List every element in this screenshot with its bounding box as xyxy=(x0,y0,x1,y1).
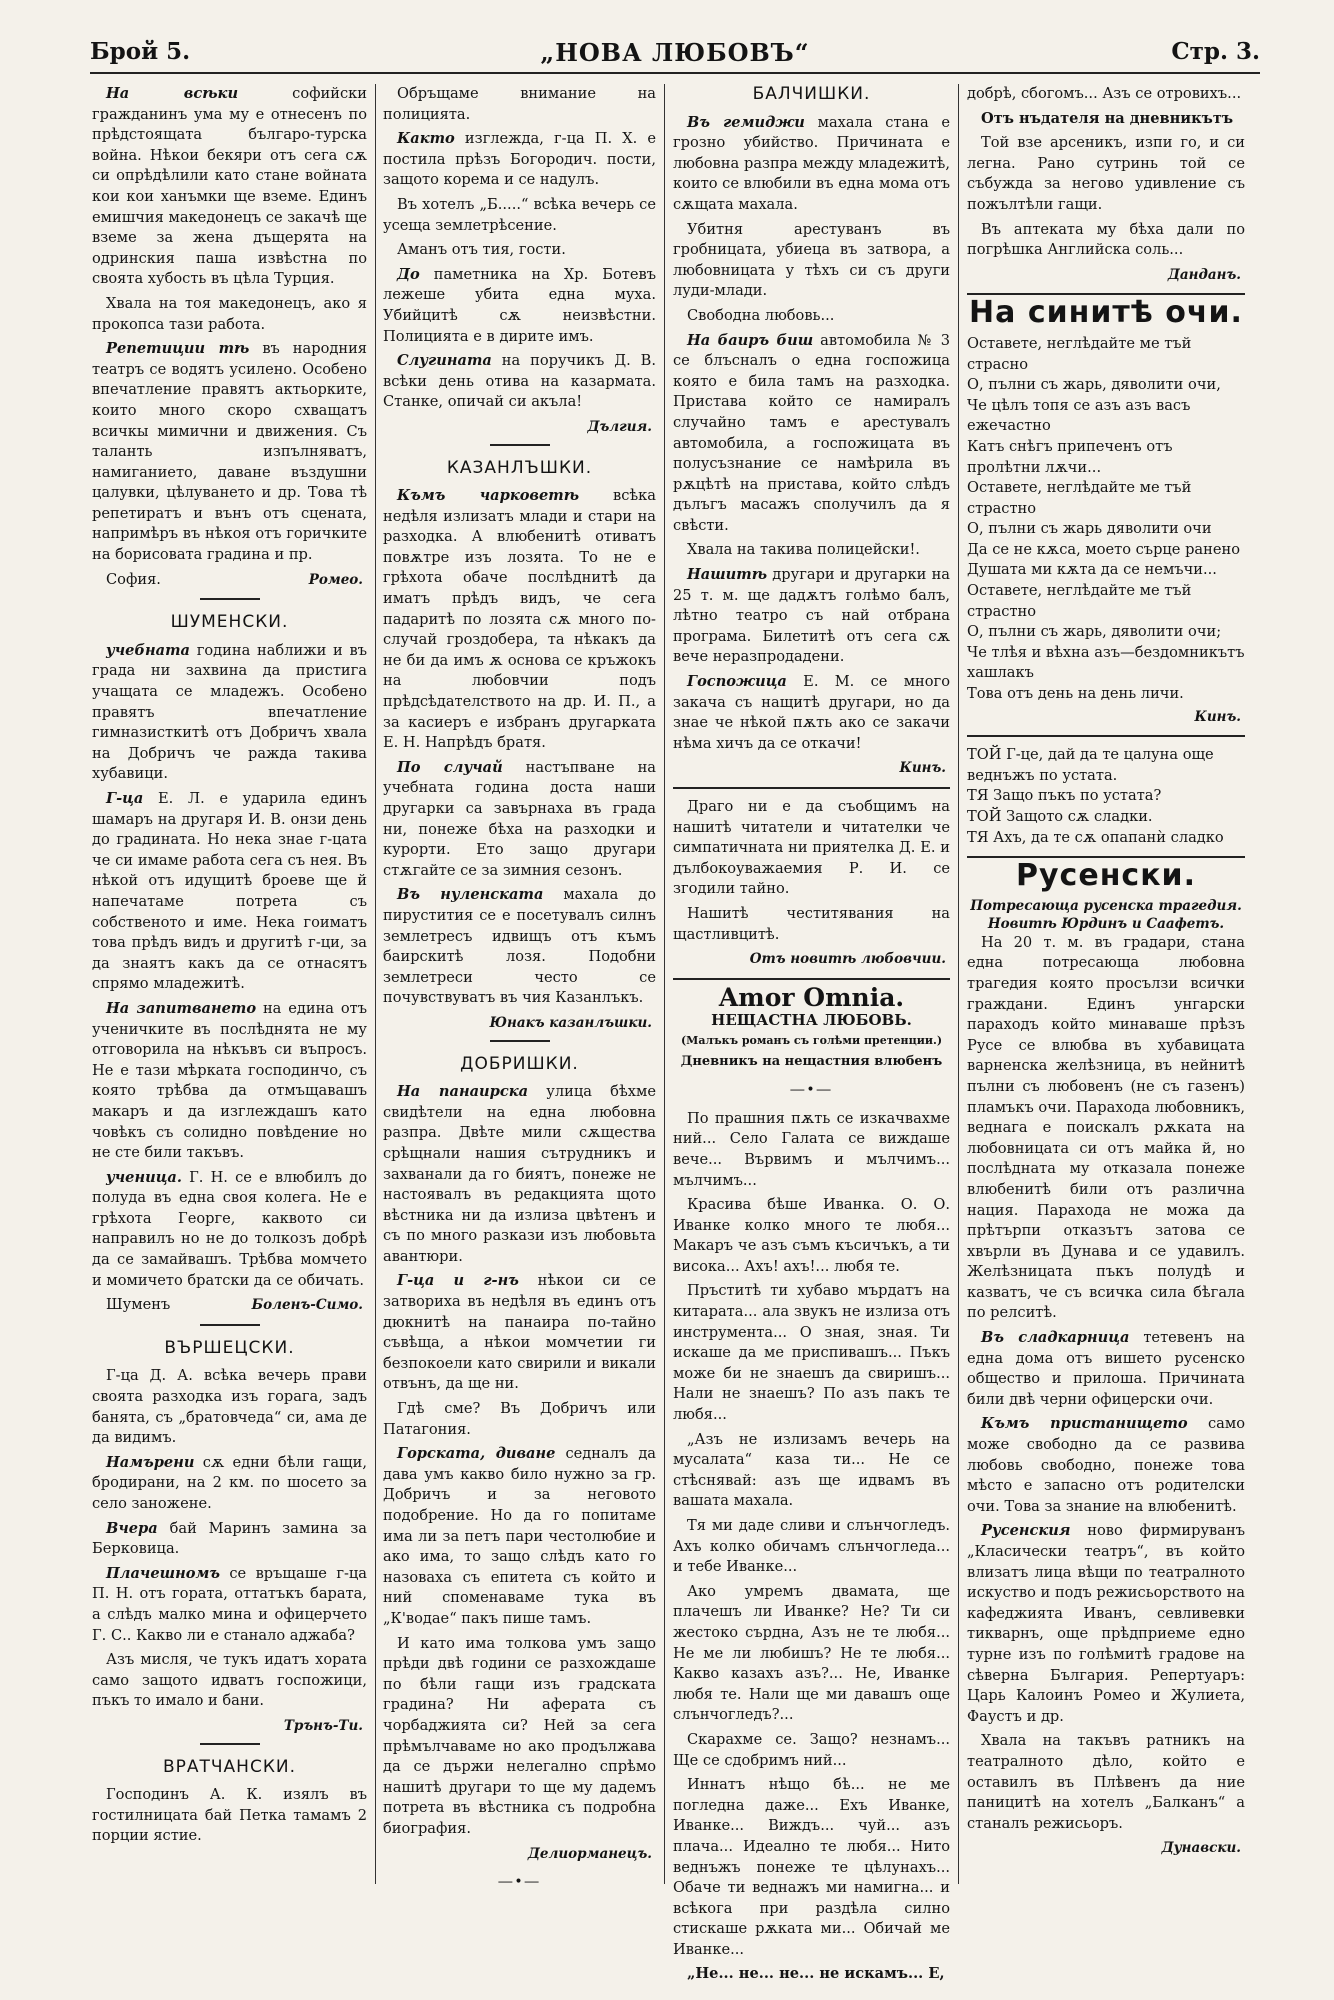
divider xyxy=(673,787,950,789)
story-paragraph: Въ аптеката му бѣха дали по погрѣшка Английска соль... xyxy=(967,220,1245,259)
story-paragraph: Красива бѣше Иванка. О. О. Иванке колко много те любя... Макаръ че азъ съмъ късичъкъ, а ти висока... Ахъ! ахъ!... любя те. xyxy=(673,1196,950,1275)
story-paragraph: Отъ нъдателя на дневникътъ xyxy=(981,109,1234,127)
article-paragraph: Убитня арестуванъ въ гробницата, убиеца въ затвора, а любовницата у тѣхъ си съ други луди-млади. xyxy=(673,220,950,300)
article-paragraph: учебната година наближи и въ града ни захвина да пристига учащата се младежъ. Особено правятъ впечатление гимназисткитѣ отъ Добричъ хвала на Добричъ че ражда такива хубавици. xyxy=(92,641,367,783)
article-paragraph: Господинъ А. К. изялъ въ гостилницата бай Петка тамамъ 2 порции ястие. xyxy=(92,1786,367,1845)
article-paragraph: Драго ни е да съобщимъ на нашитѣ читатели и читателки че симпатичната ни приятелка Д. Е. и дълбокоуважаемия Р. И. се згодили тайно. xyxy=(673,798,950,898)
signature: Отъ новитѣ любовчии. xyxy=(749,951,946,968)
signature: Делиорманецъ. xyxy=(527,1845,652,1862)
divider xyxy=(673,978,950,980)
article-paragraph: На запитването на едина отъ ученичките въ послѣднята не му отговорила на нѣкъвъ си въпросъ. Не е тази мѣрката господинчо, съ която трѣбва да отмъщавашъ макаръ и да изглеждашъ като човѣкъ съ солидно повѣдение но не сте били такъвъ. xyxy=(92,999,367,1162)
article-paragraph: ученица. Г. Н. се е влюбилъ до полуда въ една своя колега. Не е грѣхота Георге, каквото си направилъ но не до толкозъ добрѣ да се замайвашъ. Трѣбва момчето и момичето братски да се обичать. xyxy=(92,1168,367,1289)
article-paragraph: Въ гемиджи махала стана е грозно убийство. Причината е любовна разпра между младежитѣ, които се влюбили въ една мома отъ сѫщата махала. xyxy=(673,113,950,213)
column-2 xyxy=(383,84,656,1984)
article-paragraph: Обръщаме внимание на полицията. xyxy=(383,85,656,123)
dialogue-line: ТОЙ Г-це, дай да те цалуна още веднъжъ по устата. xyxy=(967,746,1214,784)
article-paragraph: Горската, диване седналъ да дава умъ какво било нужно за гр. Добричъ и за неговото подобрение. Но да го попитаме има ли за петъ пари честолюбие и ако има, то защо слѣдъ като го назоваха съ епитета съ който и ний споменаваме тука въ „К'водае“ пакъ пише тамъ. xyxy=(383,1445,656,1627)
signature: Кинъ. xyxy=(1194,708,1241,725)
divider xyxy=(200,1743,260,1745)
article-paragraph: Азъ мисля, че тукъ идатъ хората само защото идватъ госпожици, пъкъ то имало и бани. xyxy=(92,1651,367,1710)
page-number: Стр. 3. xyxy=(1171,38,1260,65)
column-4 xyxy=(967,84,1245,1984)
story-caption: Дневникъ на нещастния влюбенъ xyxy=(680,1053,943,1069)
section-subtitle: Новитѣ Юрдинъ и Саафетъ. xyxy=(987,915,1225,932)
story-title: Amor Omnia. xyxy=(718,982,905,1012)
poem-line: О, пълни съ жарь, дяволити очи; xyxy=(967,623,1222,641)
poem-line: О, пълни съ жарь, дяволити очи, xyxy=(967,376,1221,394)
divider xyxy=(200,1324,260,1326)
article-paragraph: Вчера бай Маринъ замина за Берковица. xyxy=(92,1519,367,1558)
article-paragraph: Както изглежда, г-ца П. Х. е постила прѣзъ Богородич. пости, защото корема и се надулъ. xyxy=(383,130,656,189)
divider xyxy=(967,735,1245,737)
masthead xyxy=(90,38,1260,78)
poem-title: На синитѣ очи. xyxy=(969,295,1243,331)
signature-row: София. Ромео. xyxy=(106,570,363,588)
article-paragraph: Намърени сѫ едни бѣли гащи, бродирани, на 2 км. по шосето за село заножене. xyxy=(92,1453,367,1512)
article-paragraph: На баиръ биш автомобила № 3 се блъсналъ о една госпожица която е била тамъ на разходка. Пристава който се намиралъ случайно тамъ е арестувалъ автомобила, а госпожицата въ полусъзнание се намѣрила въ рѫцѣтѣ на пристава, който слѣдъ дълъгъ масажъ сполучилъ да я свѣсти. xyxy=(673,331,950,534)
poem-line: Катъ снѣгъ припеченъ отъ пролѣтни лѫчи... xyxy=(967,437,1173,476)
article-paragraph: Слугината на поручикъ Д. В. всѣки день отива на казармата. Станке, опичай си акъла! xyxy=(383,352,656,411)
poem-line: Да се не кѫса, моето сърце ранено xyxy=(967,540,1241,558)
signature-row: Шуменъ Боленъ-Симо. xyxy=(106,1296,363,1314)
story-paragraph: Иннатъ нѣщо бѣ... не ме погледна даже... Ехъ Иванке, Иванке... Виждъ... чуй... азъ плача... Идеално те любя... Нито веднъжъ понеже те цѣлунахъ... Обаче ти веднажъ ми намигна... и всѣкога при раздѣла силно стискаше рѫката ми... Обичай ме Иванке... xyxy=(673,1776,950,1958)
dialogue-line: ТЯ Ахъ, да те сѫ опапанѝ сладко xyxy=(967,828,1224,846)
section-heading: Русенски. xyxy=(1016,858,1196,894)
story-note: (Малъкъ романъ съ голѣми претенции.) xyxy=(680,1033,943,1047)
signature: Трънъ-Ти. xyxy=(283,1717,363,1734)
article-paragraph: Хвала на тоя македонецъ, ако я прокопса тази работа. xyxy=(92,294,367,333)
article-paragraph: Въ хотелъ „Б.....“ всѣка вечерь се усеща землетрѣсение. xyxy=(383,195,656,234)
poem-line: Че цѣлъ топя се азъ азъ васъ ежечастно xyxy=(967,396,1191,435)
poem-line: Че тлѣя и вѣхна азъ—бездомникътъ хашлакъ xyxy=(967,643,1245,682)
ornament: ―•― xyxy=(790,1082,833,1099)
poem-line: Оставете, неглѣдайте ме тъй страстно xyxy=(967,582,1192,620)
column-divider xyxy=(375,84,376,1884)
story-paragraph: добрѣ, сбогомъ... Азъ се отровихъ... xyxy=(967,85,1242,102)
article-paragraph: Хвала на такъвъ ратникъ на театралното дѣло, който е оставилъ въ Плѣвенъ да ние паницитѣ на хотелъ „Балканъ“ а станалъ режисьоръ. xyxy=(967,1732,1245,1832)
article-paragraph: На всѣки софийски гражданинъ ума му е отнесенъ по прѣдстоящата българо-турска война. Нѣкои бекяри отъ сега сѫ си опрѣдѣлили като стане войната кои кои ханъмки ще вземе. Единъ емишчия македонецъ се закачѣ ще вземе за жена дъщерята на одринския паша извѣстна по своята хубость въ цѣла Турция. xyxy=(92,85,367,288)
article-paragraph: Репетиции тѣ въ народния театръ се водятъ усилено. Особено впечатление правятъ актьорките, които много скоро схващатъ всичкы мимични и движения. Съ таланть изпълняватъ, намиганието, даване въздушни цалувки, цѣлуването и др. Това тѣ репетиратъ и вънъ отъ сцената, напримѣръ въ нѣкоя отъ горичките на борисовата градина и пр. xyxy=(92,340,367,564)
article-paragraph: На панаирска улица бѣхме свидѣтели на една любовна разпра. Двѣте мили сѫщества срѣщнали нашия сътрудникъ и захванали да го биятъ, понеже не настоявалъ въ редакцията щото вѣстника ни да излиза цвѣтенъ и съ по много разкази изъ любовьта авантюри. xyxy=(383,1083,656,1265)
section-subtitle: Потресающа русенска трагедия. xyxy=(970,897,1242,914)
column-divider xyxy=(664,84,665,1884)
signature: Дългия. xyxy=(587,418,652,435)
article-paragraph: Въ нуленската махала до пирустития се е посетувалъ силнъ землетресъ идвищъ отъ къмъ баирскитѣ лозя. Подобни землетреси често се почувствуватъ въ чия Казанлъкъ. xyxy=(383,886,656,1007)
dialogue xyxy=(967,745,1245,848)
article-paragraph: Къмъ пристанището само може свободно да се развива любовь свободно, понеже това мѣсто е запасно отъ родителски очи. Това за знание на влюбенитѣ. xyxy=(967,1415,1245,1515)
poem xyxy=(967,334,1245,705)
poem-line: Това отъ день на день личи. xyxy=(967,685,1184,703)
signature: Данданъ. xyxy=(1167,266,1241,283)
signature: Дунавски. xyxy=(1161,1840,1241,1857)
section-heading: ШУМЕНСКИ. xyxy=(170,612,289,633)
signature: Кинъ. xyxy=(899,760,946,777)
article-paragraph: Къмъ чарковетѣ всѣка недѣля излизатъ млади и стари на разходка. А влюбенитѣ отиватъ повѫтре изъ лозята. То не е грѣхота обаче послѣднитѣ да иматъ прѣдъ видъ, че сега падаритѣ по лозята сѫ много по-случай гроздобера, та нѣкакъ да не би да имъ ѫ основа се кръжокъ на любовчии подъ прѣдсѣдателството на др. И. П., а за касиеръ е избранъ другарката Е. Н. Напрѣдъ братя. xyxy=(383,487,656,752)
section-heading: ДОБРИШКИ. xyxy=(460,1053,579,1074)
story-paragraph: „Не... не... не... не искамъ... Е, xyxy=(687,1965,945,1983)
article-paragraph: До паметника на Хр. Ботевъ лежеше убита една муха. Убийцитѣ сѫ неизвѣстни. Полицията е в дирите имъ. xyxy=(383,265,656,345)
poem-line: О, пълни съ жарь дяволити очи xyxy=(967,520,1212,538)
poem-line: Душата ми кѫта да се немъчи... xyxy=(967,561,1217,579)
article-paragraph: Гдѣ сме? Въ Добричъ или Патагония. xyxy=(383,1400,656,1438)
article-paragraph: Нашитѣ честитявания на щастливцитѣ. xyxy=(673,904,950,943)
article-paragraph: Аманъ отъ тия, гости. xyxy=(397,241,566,259)
story-paragraph: Ако умремъ двамата, ще плачешъ ли Иванке? Не? Ти си жестоко сърдна, Азъ не те любя... Не ме ли любишъ? Не те любя... Какво казахъ азъ?... Не, Иванке любя те. Нали ще ми давашъ още слънчогледъ?... xyxy=(673,1582,950,1724)
dialogue-line: ТОЙ Защото сѫ сладки. xyxy=(967,808,1153,825)
article-paragraph: Госпожица Е. М. се много закача съ нащитѣ другари, но да знае че нѣкой пѫть ако се закачи нѣма хичъ да се откачи! xyxy=(673,673,950,752)
masthead-rule xyxy=(90,72,1260,74)
story-subtitle: НЕЩАСТНА ЛЮБОВЬ. xyxy=(711,1011,912,1030)
article-paragraph: Хвала на такива полицейски!. xyxy=(687,541,920,559)
article-paragraph: Г-ца и г-нъ нѣкои си се затвориха въ недѣля въ единъ отъ дюкнитѣ на панаира по-тайно съвѣща, а нѣкои момчетии ги безпокоели като свирили и викали отвънъ, да ще ни. xyxy=(383,1272,656,1393)
issue-number: Брой 5. xyxy=(90,38,191,65)
column-3 xyxy=(673,84,950,1984)
article-paragraph: Плачешномъ се връщаше г-ца П. Н. отъ гората, оттатъкъ барата, а слѣдъ малко мина и офицерчето Г. С.. Какво ли е станало аджаба? xyxy=(92,1564,367,1644)
dialogue-line: ТЯ Защо пъкъ по устата? xyxy=(967,787,1162,805)
story-paragraph: Пръститѣ ти хубаво мърдатъ на китарата... ала звукъ не излиза отъ инструмента... О зная, зная. Ти искаше да ме приспивашъ... Пъкъ може би не знаешъ да свиришъ... Нали не знаешъ? По азъ пакъ те любя... xyxy=(673,1282,950,1424)
ornament: ―•― xyxy=(498,1874,541,1891)
story-paragraph: Той взе арсеникъ, изпи го, и си легна. Рано сутринь той се събуждa за негово удивление съ пожълтѣли гащи. xyxy=(967,134,1245,213)
article-paragraph: Нашитѣ другари и другарки на 25 т. м. ще дадѫтъ голѣмо балъ, лѣтно театро съ най отбрана програма. Билетитѣ отъ сега сѫ вече неразпродадени. xyxy=(673,566,950,666)
column-1 xyxy=(92,84,367,1984)
section-heading: КАЗАНЛЪШКИ. xyxy=(446,457,593,478)
poem-line: Оставете, неглѣдайте ме тъй страсно xyxy=(967,334,1192,373)
section-heading: БАЛЧИШКИ. xyxy=(752,84,871,104)
story-paragraph: Тя ми даде сливи и слънчогледъ. Ахъ колко обичамъ слънчогледа... и тебе Иванке... xyxy=(673,1517,950,1576)
signature: Юнакъ казанлъшки. xyxy=(489,1014,652,1031)
article-paragraph: На 20 т. м. въ градари, стана една потресающа любовна трагедия която просълзи всички граждани. Единъ унгарски параходъ който минаваше прѣзъ Русе се влюбва въ хубавицата варненска желѣзница, въ нейнитѣ пълни съ любовенъ (не съ газенъ) пламъкъ очи. Парахода любовникъ, веднага е поискалъ рѫката на любовницата си отъ майка й, но послѣдната му отказала понеже влюбенитѣ били отъ различна нация. Парахода не можа да прѣтърпи отказътъ затова се хвърли въ Дунава и се удавилъ. Желѣзницата пъкъ полудѣ и казватъ, че съ всичка сила бѣгала по релситѣ. xyxy=(967,933,1245,1322)
section-heading: ВРАТЧАНСКИ. xyxy=(162,1756,297,1777)
section-heading: ВЪРШЕЦСКИ. xyxy=(164,1337,295,1358)
story-paragraph: По прашния пѫть се изкачвахме ний... Село Галата се виждаше вече... Вървимъ и мълчимъ... мълчимъ... xyxy=(673,1109,950,1189)
article-paragraph: Свободна любовь... xyxy=(687,306,835,324)
column-divider xyxy=(958,84,959,1884)
article-paragraph: Русенския ново фирмируванъ „Класически театръ“, въ който влизатъ лица вѣщи по театралното искуство и подъ режисьорството на кафеджията Иванъ, севливевки тикварнъ, още прѣдприеме едно турне изъ по голѣмитѣ градове на сѣверна България. Репертуаръ: Царь Калоинъ Ромео и Жулиета, Фаустъ и др. xyxy=(967,1522,1245,1725)
divider xyxy=(490,444,550,446)
article-paragraph: Въ сладкарница тетевенъ на една дома отъ вишето русенско общество и прилоша. Причината били двѣ черни офицерски очи. xyxy=(967,1329,1245,1408)
newspaper-title: „НОВА ЛЮБОВЪ“ xyxy=(540,38,810,67)
article-paragraph: По случай настъпване на учебната година доста наши другарки са завърнаха въ града ни, понеже бѣха на разходки и курорти. Ето защо другари стѫгайте се за зимния сезонъ. xyxy=(383,758,656,879)
article-paragraph: И като има толкова умъ защо прѣди двѣ години се разхождаше по бѣли гащи изъ градската градина? Ни аферата съ чорбаджията си? Ней за сега прѣмълчаваме но ако продължава да се държи нелегално спрѣмо нашитѣ другари то ще му дадемъ потрета въ вѣстника съ подробна биография. xyxy=(383,1634,656,1837)
article-paragraph: Г-ца Е. Л. е ударила единъ шамаръ на другаря И. В. онзи день до градината. Но нека знае г-цата че си имаме работа сега съ нея. Въ нѣкой отъ идущитѣ броеве ще й напечатаме потрета съ собственото и име. Нека гоиматъ това прѣдъ видъ и другитѣ г-ци, за да знаятъ какъ да се отнасятъ спрямо младежитѣ. xyxy=(92,790,367,993)
story-paragraph: „Азъ не излизамъ вечерь на мусалата“ каза ти... Не се стѣснявай: азъ ще идвамъ въ вашата махала. xyxy=(673,1430,950,1510)
divider xyxy=(200,598,260,600)
article-paragraph: Г-ца Д. А. всѣка вечерь прави своята разходка изъ горага, задъ банята, съ „братовчеда“ си, ама де да видимъ. xyxy=(92,1367,367,1447)
poem-line: Оставете, неглѣдайте ме тъй страстно xyxy=(967,479,1192,517)
divider xyxy=(490,1040,550,1042)
story-paragraph: Скарахме се. Защо? незнамъ... Ще се сдобримъ ний... xyxy=(673,1730,950,1769)
